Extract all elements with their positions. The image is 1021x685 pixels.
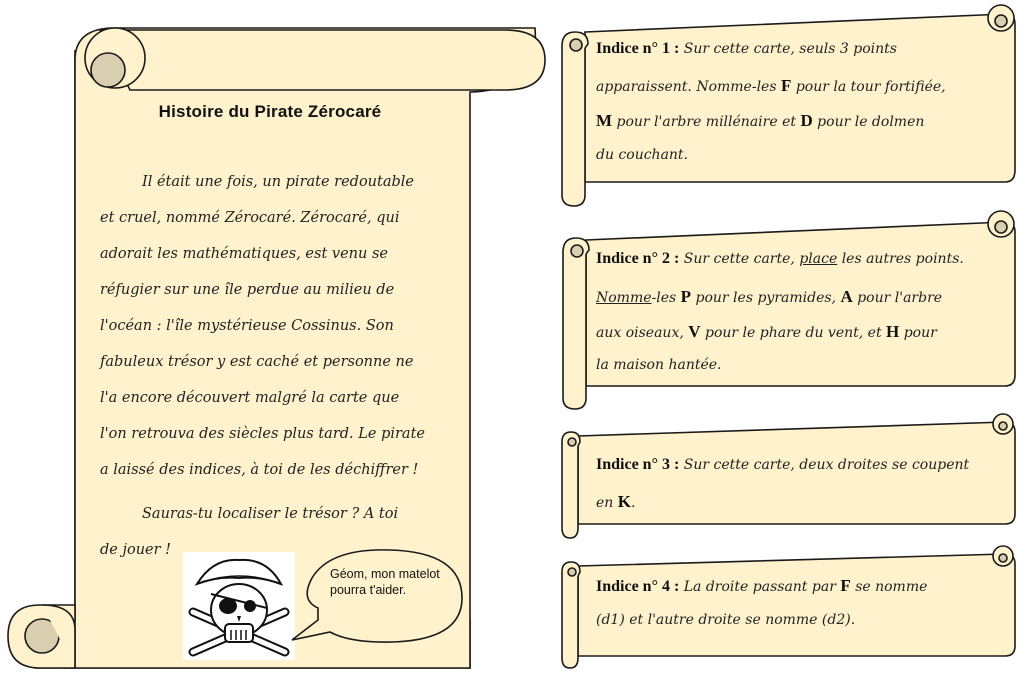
point-m-label: M <box>596 111 613 130</box>
clue-2-line-2 <box>596 287 942 307</box>
clue-4-scroll <box>562 546 1015 668</box>
clue-1-text: apparaissent. Nomme-les <box>596 79 777 95</box>
clue-1-text: Sur cette carte, seuls 3 points <box>683 41 897 57</box>
story-line: a laissé des indices, à toi de les déchiffrer ! <box>100 462 419 478</box>
clue-2-text: -les <box>651 290 677 306</box>
story-line: et cruel, nommé Zérocaré. Zérocaré, qui <box>100 210 400 226</box>
clue-4-label: Indice n° 4 : <box>596 578 680 595</box>
point-a-label: A <box>840 287 853 306</box>
point-f-label: F <box>840 576 851 595</box>
story-closing-line: de jouer ! <box>100 542 171 558</box>
clue-2-text: pour les pyramides, <box>695 290 836 306</box>
point-v-label: V <box>688 322 701 341</box>
clue-1-text: pour la tour fortifiée, <box>795 79 946 95</box>
story-title: Histoire du Pirate Zérocaré <box>158 102 382 121</box>
speech-bubble-text: Géom, mon matelot pourra t'aider. <box>330 567 440 597</box>
point-p-label: P <box>680 287 692 306</box>
story-line: l'océan : l'île mystérieuse Cossinus. Son <box>100 318 394 334</box>
point-k-label: K <box>617 492 631 511</box>
clue-4-line-2: (d1) et l'autre droite se nomme (d2). <box>596 612 856 628</box>
clue-4-text: La droite passant par <box>683 579 836 595</box>
clue-1-text: pour le dolmen <box>817 114 925 130</box>
clue-1-line-2 <box>596 76 946 96</box>
clue-1-line-4: du couchant. <box>596 147 689 163</box>
clue-2-scroll <box>563 211 1015 409</box>
clue-2-text: pour le phare du vent, et <box>704 325 882 341</box>
clue-2-line-1 <box>596 250 964 268</box>
story-line: réfugier sur une île perdue au milieu de <box>100 282 395 298</box>
clue-4-text: se nomme <box>855 579 928 595</box>
clue-1-label: Indice n° 1 : <box>596 40 680 57</box>
clue-2-keyword-nomme: Nomme <box>596 290 652 306</box>
clue-2-label: Indice n° 2 : <box>596 250 680 267</box>
clue-3-text: . <box>631 495 636 511</box>
clue-1-scroll <box>562 5 1015 206</box>
story-line: Il était une fois, un pirate redoutable <box>142 174 414 190</box>
clue-2-keyword-place: place <box>799 251 838 267</box>
point-f-label: F <box>780 76 792 95</box>
clue-2-line-3 <box>596 322 937 342</box>
story-line: l'on retrouva des siècles plus tard. Le pirate <box>100 426 425 442</box>
clue-2-text: les autres points. <box>841 251 964 267</box>
clue-3-text: Sur cette carte, deux droites se coupent <box>683 457 970 473</box>
point-d-label: D <box>800 111 813 130</box>
clue-3-label: Indice n° 3 : <box>596 456 680 473</box>
clue-2-text: pour l'arbre <box>857 290 943 306</box>
story-line: fabuleux trésor y est caché et personne ne <box>100 354 414 370</box>
clue-2-text: Sur cette carte, <box>683 251 795 267</box>
story-line: l'a encore découvert malgré la carte que <box>100 390 400 406</box>
clue-1-line-1 <box>596 40 897 58</box>
clue-1-line-3 <box>596 111 924 131</box>
story-line: adorait les mathématiques, est venu se <box>100 246 388 262</box>
story-closing-line: Sauras-tu localiser le trésor ? A toi <box>142 506 399 522</box>
clue-1-text: pour l'arbre millénaire et <box>616 114 796 130</box>
clue-3-scroll <box>562 414 1015 538</box>
point-h-label: H <box>886 322 900 341</box>
clue-3-text: en <box>596 495 614 511</box>
clue-4-line-1 <box>596 576 927 596</box>
clue-2-text: pour <box>903 325 937 341</box>
clue-2-line-4: la maison hantée. <box>596 357 722 373</box>
clue-2-text: aux oiseaux, <box>596 325 684 341</box>
clue-3-line-2 <box>596 492 635 512</box>
clue-3-line-1 <box>596 456 969 474</box>
